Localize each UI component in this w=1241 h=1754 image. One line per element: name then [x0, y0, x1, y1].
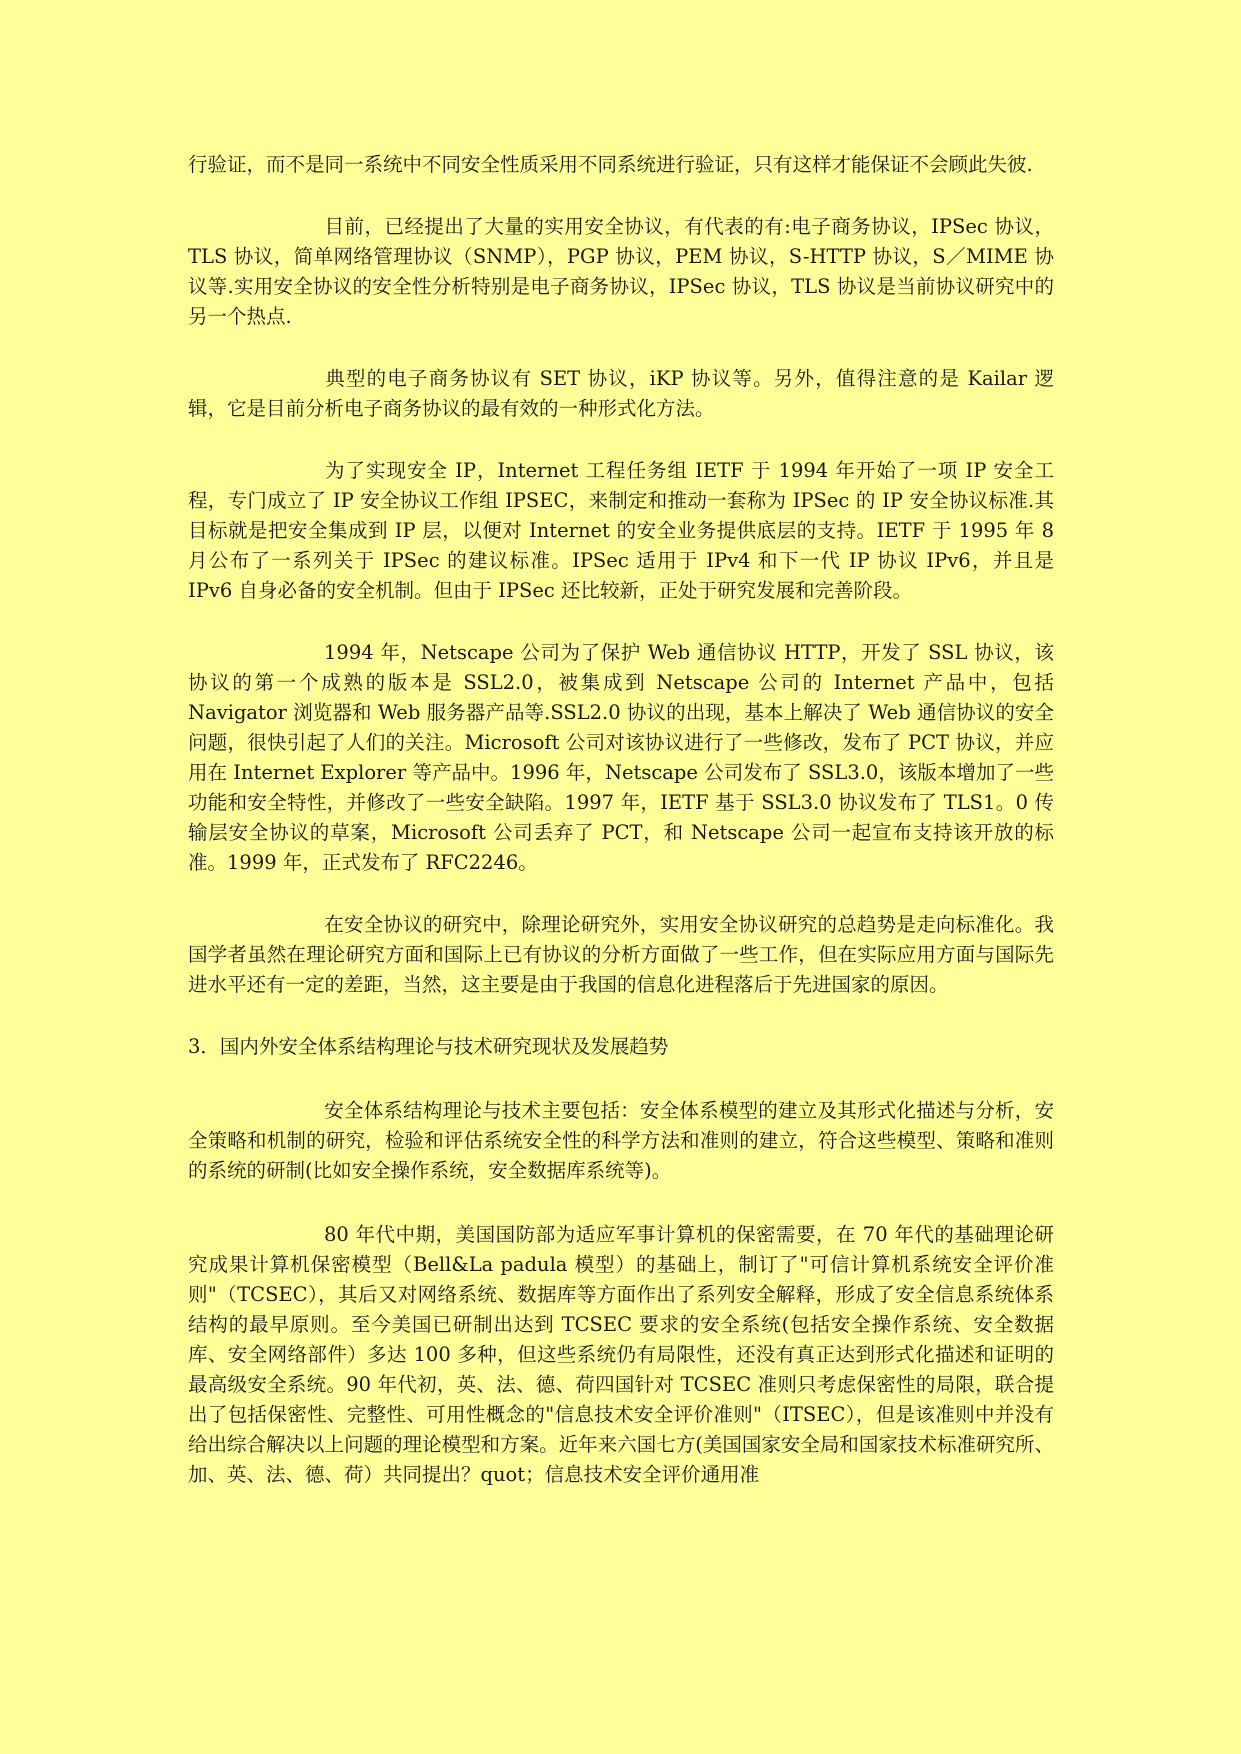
paragraph-8: 80 年代中期，美国国防部为适应军事计算机的保密需要，在 70 年代的基础理论研究成果计算机保密模型（Bell&La padula 模型）的基础上，制订了"可信计算机系统安全评价准则"（TCSEC），其后又对网络系统、数据库等方面作出了系列安全解释，形成了安全信息系统体系结构的最早原则。至今美国已研制出达到 TCSEC 要求的安全系统(包括安全操作系统、安全数据库、安全网络部件）多达 100 多种，但这些系统仍有局限性，还没有真正达到形式化描述和证明的最高级安全系统。90 年代初，英、法、德、荷四国针对 TCSEC 准则只考虑保密性的局限，联合提出了包括保密性、完整性、可用性概念的"信息技术安全评价准则"（ITSEC），但是该准则中并没有给出综合解决以上问题的理论模型和方案。近年来六国七方(美国国家安全局和国家技术标准研究所、加、英、法、德、荷）共同提出？quot；信息技术安全评价通用准: [188, 1223, 1054, 1486]
paragraph-3: 典型的电子商务协议有 SET 协议，iKP 协议等。另外，值得注意的是 Kailar 逻辑，它是目前分析电子商务协议的最有效的一种形式化方法。: [188, 367, 1054, 420]
section-heading: 3．国内外安全体系结构理论与技术研究现状及发展趋势: [188, 1035, 669, 1058]
paragraph-6: 在安全协议的研究中，除理论研究外，实用安全协议研究的总趋势是走向标准化。我国学者虽然在理论研究方面和国际上已有协议的分析方面做了一些工作，但在实际应用方面与国际先进水平还有一定的差距，当然，这主要是由于我国的信息化进程落后于先进国家的原因。: [188, 913, 1054, 996]
paragraph-2: 目前，已经提出了大量的实用安全协议，有代表的有:电子商务协议，IPSec 协议，TLS 协议，简单网络管理协议（SNMP），PGP 协议，PEM 协议，S-HTTP 协议，S／MIME 协议等.实用安全协议的安全性分析特别是电子商务协议，IPSec 协议，TLS 协议是当前协议研究中的另一个热点.: [188, 215, 1054, 328]
paragraph-5: 1994 年，Netscape 公司为了保护 Web 通信协议 HTTP，开发了 SSL 协议，该协议的第一个成熟的版本是 SSL2.0，被集成到 Netscape 公司的 Internet 产品中，包括 Navigator 浏览器和 Web 服务器产品等.SSL2.0 协议的出现，基本上解决了 Web 通信协议的安全问题，很快引起了人们的关注。Microsoft 公司对该协议进行了一些修改，发布了 PCT 协议，并应用在 Internet Explorer 等产品中。1996 年，Netscape 公司发布了 SSL3.0，该版本增加了一些功能和安全特性，并修改了一些安全缺陷。1997 年，IETF 基于 SSL3.0 协议发布了 TLS1。0 传输层安全协议的草案，Microsoft 公司丢弃了 PCT，和 Netscape 公司一起宣布支持该开放的标准。1999 年，正式发布了 RFC2246。: [188, 641, 1054, 874]
paragraph-1: 行验证，而不是同一系统中不同安全性质采用不同系统进行验证，只有这样才能保证不会顾此失彼.: [188, 153, 1033, 176]
document-body: [188, 150, 1054, 1522]
paragraph-7: 安全体系结构理论与技术主要包括：安全体系模型的建立及其形式化描述与分析，安全策略和机制的研究，检验和评估系统安全性的科学方法和准则的建立，符合这些模型、策略和准则的系统的研制(比如安全操作系统，安全数据库系统等)。: [188, 1099, 1054, 1182]
paragraph-4: 为了实现安全 IP，Internet 工程任务组 IETF 于 1994 年开始了一项 IP 安全工程，专门成立了 IP 安全协议工作组 IPSEC，来制定和推动一套称为 IPSec 的 IP 安全协议标准.其目标就是把安全集成到 IP 层，以便对 Internet 的安全业务提供底层的支持。IETF 于 1995 年 8 月公布了一系列关于 IPSec 的建议标准。IPSec 适用于 IPv4 和下一代 IP 协议 IPv6，并且是 IPv6 自身必备的安全机制。但由于 IPSec 还比较新，正处于研究发展和完善阶段。: [188, 459, 1054, 602]
